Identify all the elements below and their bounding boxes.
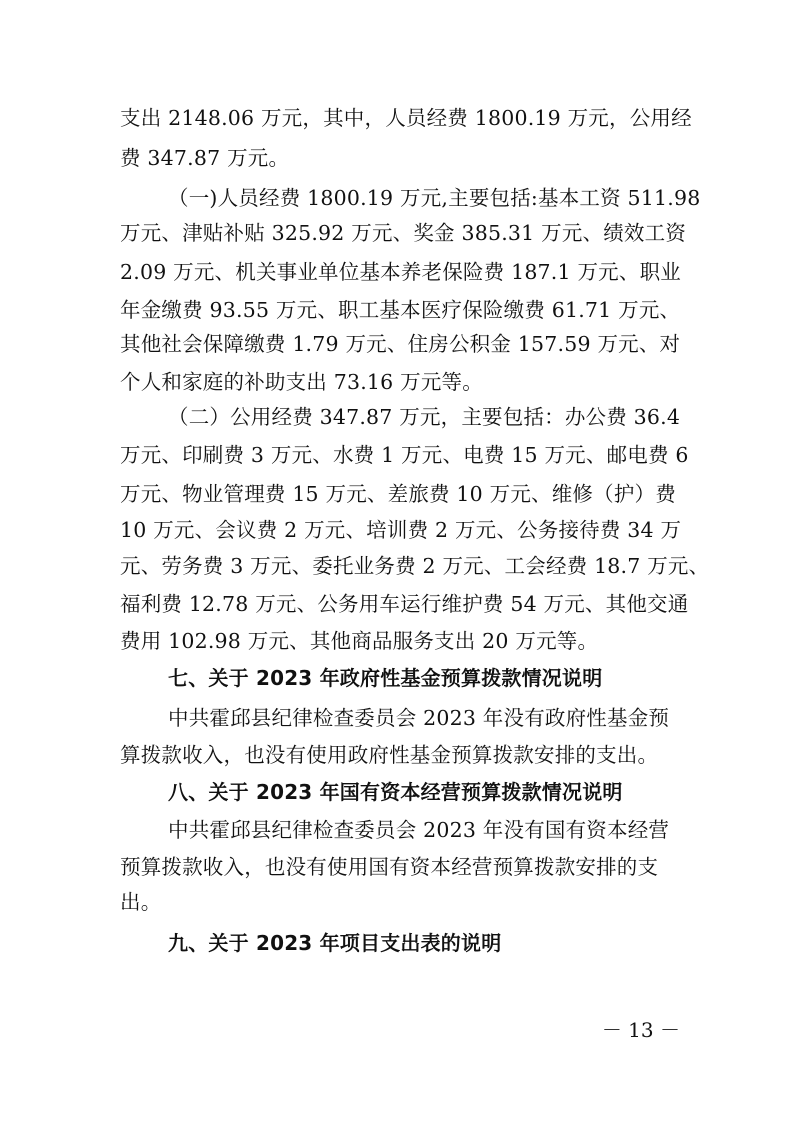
body-text-line: 算拨款收入，也没有使用政府性基金预算拨款安排的支出。 [120,743,659,767]
body-text-line: 万元、印刷费 3 万元、水费 1 万元、电费 15 万元、邮电费 6 [120,443,689,467]
body-text-line: 费用 102.98 万元、其他商品服务支出 20 万元等。 [120,629,599,653]
body-text-line: 年金缴费 93.55 万元、职工基本医疗保险缴费 61.71 万元、 [120,298,681,322]
section-heading: 七、关于 2023 年政府性基金预算拨款情况说明 [168,666,603,690]
body-text-line: 支出 2148.06 万元，其中，人员经费 1800.19 万元，公用经 [120,106,692,130]
body-text-line: 出。 [120,890,162,914]
body-text-line: 2.09 万元、机关事业单位基本养老保险费 187.1 万元、职业 [120,260,681,284]
body-text-line: 万元、津贴补贴 325.92 万元、奖金 385.31 万元、绩效工资 [120,221,687,245]
body-text-line: （一)人员经费 1800.19 万元,主要包括:基本工资 511.98 [168,186,701,210]
body-text-line: 中共霍邱县纪律检查委员会 2023 年没有政府性基金预 [168,706,670,730]
section-heading: 八、关于 2023 年国有资本经营预算拨款情况说明 [168,780,623,804]
body-text-line: 个人和家庭的补助支出 73.16 万元等。 [120,370,483,394]
body-text-line: 其他社会保障缴费 1.79 万元、住房公积金 157.59 万元、对 [120,332,681,356]
page-number: － 13 － [601,1018,680,1042]
body-text-line: 中共霍邱县纪律检查委员会 2023 年没有国有资本经营 [168,818,670,842]
body-text-line: 预算拨款收入，也没有使用国有资本经营预算拨款安排的支 [120,855,659,879]
section-heading: 九、关于 2023 年项目支出表的说明 [168,931,502,955]
body-text-line: 费 347.87 万元。 [120,146,290,170]
body-text-line: 元、劳务费 3 万元、委托业务费 2 万元、工会经费 18.7 万元、 [120,554,710,578]
body-text-line: 10 万元、会议费 2 万元、培训费 2 万元、公务接待费 34 万 [120,518,682,542]
body-text-line: 福利费 12.78 万元、公务用车运行维护费 54 万元、其他交通 [120,592,689,616]
body-text-line: 万元、物业管理费 15 万元、差旅费 10 万元、维修（护）费 [120,482,676,506]
body-text-line: （二）公用经费 347.87 万元，主要包括：办公费 36.4 [168,405,681,429]
